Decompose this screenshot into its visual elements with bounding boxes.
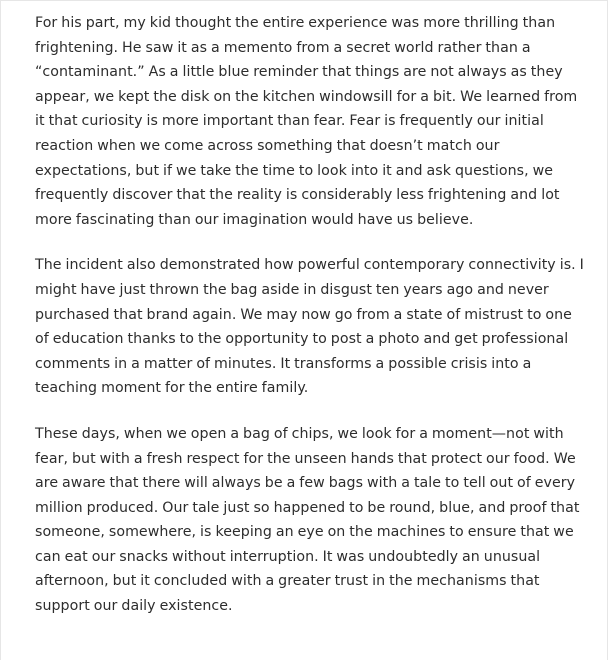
paragraph-conclusion: These days, when we open a bag of chips, we look for a moment—not with fear, but with a fresh respect for the unseen hands that protect our food. We are aware that there will always be a few bags with a tale to tell out of every million produced. Our tale just so happened to be round, blue, and proof that someone, somewhere, is keeping an eye on the machines to ensure that we can eat our snacks without interruption. It was undoubtedly an unusual afternoon, but it concluded with a greater trust in the mechanisms that support our daily existence. bbox=[35, 425, 580, 615]
article-body bbox=[35, 11, 587, 640]
paragraph-childs-perspective: For his part, my kid thought the entire experience was more thrilling than frightening. He saw it as a memento from a secret world rather than a “contaminant.” As a little blue reminder that things are not always as they appear, we kept the disk on the kitchen windowsill for a bit. We learned from it that curiosity is more important than fear. Fear is frequently our initial reaction when we come across something that doesn’t match our expectations, but if we take the time to look into it and ask questions, we frequently discover that the reality is considerably less frightening and lot more fascinating than our imagination would have us believe. bbox=[35, 15, 578, 228]
paragraph-connectivity: The incident also demonstrated how powerful contemporary connectivity is. I might have just thrown the bag aside in disgust ten years ago and never purchased that brand again. We may now go from a state of mistrust to one of education thanks to the opportunity to post a photo and get professional comments in a matter of minutes. It transforms a possible crisis into a teaching moment for the entire family. bbox=[35, 257, 584, 397]
